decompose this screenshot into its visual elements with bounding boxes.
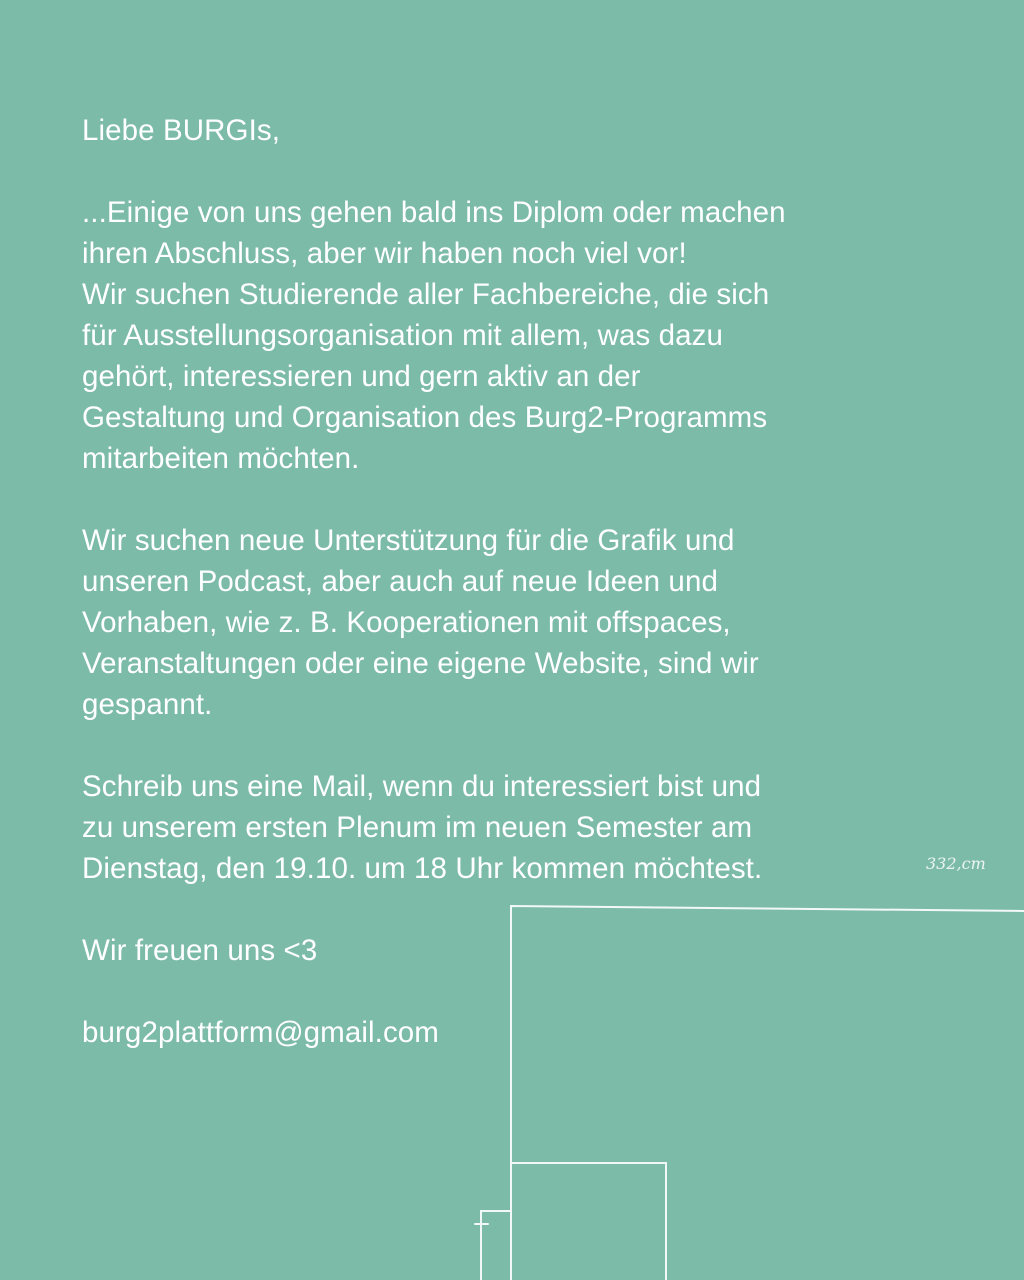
paragraph-1-line: ihren Abschluss, aber wir haben noch viel vor! bbox=[82, 237, 687, 270]
floorplan-inner-room bbox=[511, 1163, 666, 1280]
paragraph-2-line: Wir suchen neue Unterstützung für die Grafik und bbox=[82, 524, 735, 557]
paragraph-3-line: Schreib uns eine Mail, wenn du interessiert bist und bbox=[82, 770, 762, 803]
paragraph-2-line: Vorhaben, wie z. B. Kooperationen mit offspaces, bbox=[82, 606, 731, 639]
paragraph-1-line: für Ausstellungsorganisation mit allem, was dazu bbox=[82, 319, 724, 352]
floorplan-door-step bbox=[481, 1211, 511, 1280]
paragraph-1-line: ...Einige von uns gehen bald ins Diplom oder machen bbox=[82, 196, 786, 229]
paragraph-1-line: mitarbeiten möchten. bbox=[82, 442, 360, 475]
paragraph-3-line: zu unserem ersten Plenum im neuen Semester am bbox=[82, 811, 753, 844]
floorplan-measurement: 332,cm bbox=[926, 854, 986, 873]
paragraph-2-line: unseren Podcast, aber auch auf neue Ideen und bbox=[82, 565, 718, 598]
greeting: Liebe BURGIs, bbox=[82, 114, 281, 147]
closing-line: Wir freuen uns <3 bbox=[82, 934, 318, 967]
paragraph-1-line: Wir suchen Studierende aller Fachbereiche, die sich bbox=[82, 278, 770, 311]
letter-text bbox=[82, 110, 902, 1053]
contact-email: burg2plattform@gmail.com bbox=[82, 1016, 439, 1049]
paragraph-1-line: gehört, interessieren und gern aktiv an der bbox=[82, 360, 641, 393]
paragraph-2-line: gespannt. bbox=[82, 688, 213, 721]
paragraph-2-line: Veranstaltungen oder eine eigene Website, sind wir bbox=[82, 647, 759, 680]
paragraph-1-line: Gestaltung und Organisation des Burg2-Programms bbox=[82, 401, 768, 434]
paragraph-3-line: Dienstag, den 19.10. um 18 Uhr kommen möchtest. bbox=[82, 852, 763, 885]
